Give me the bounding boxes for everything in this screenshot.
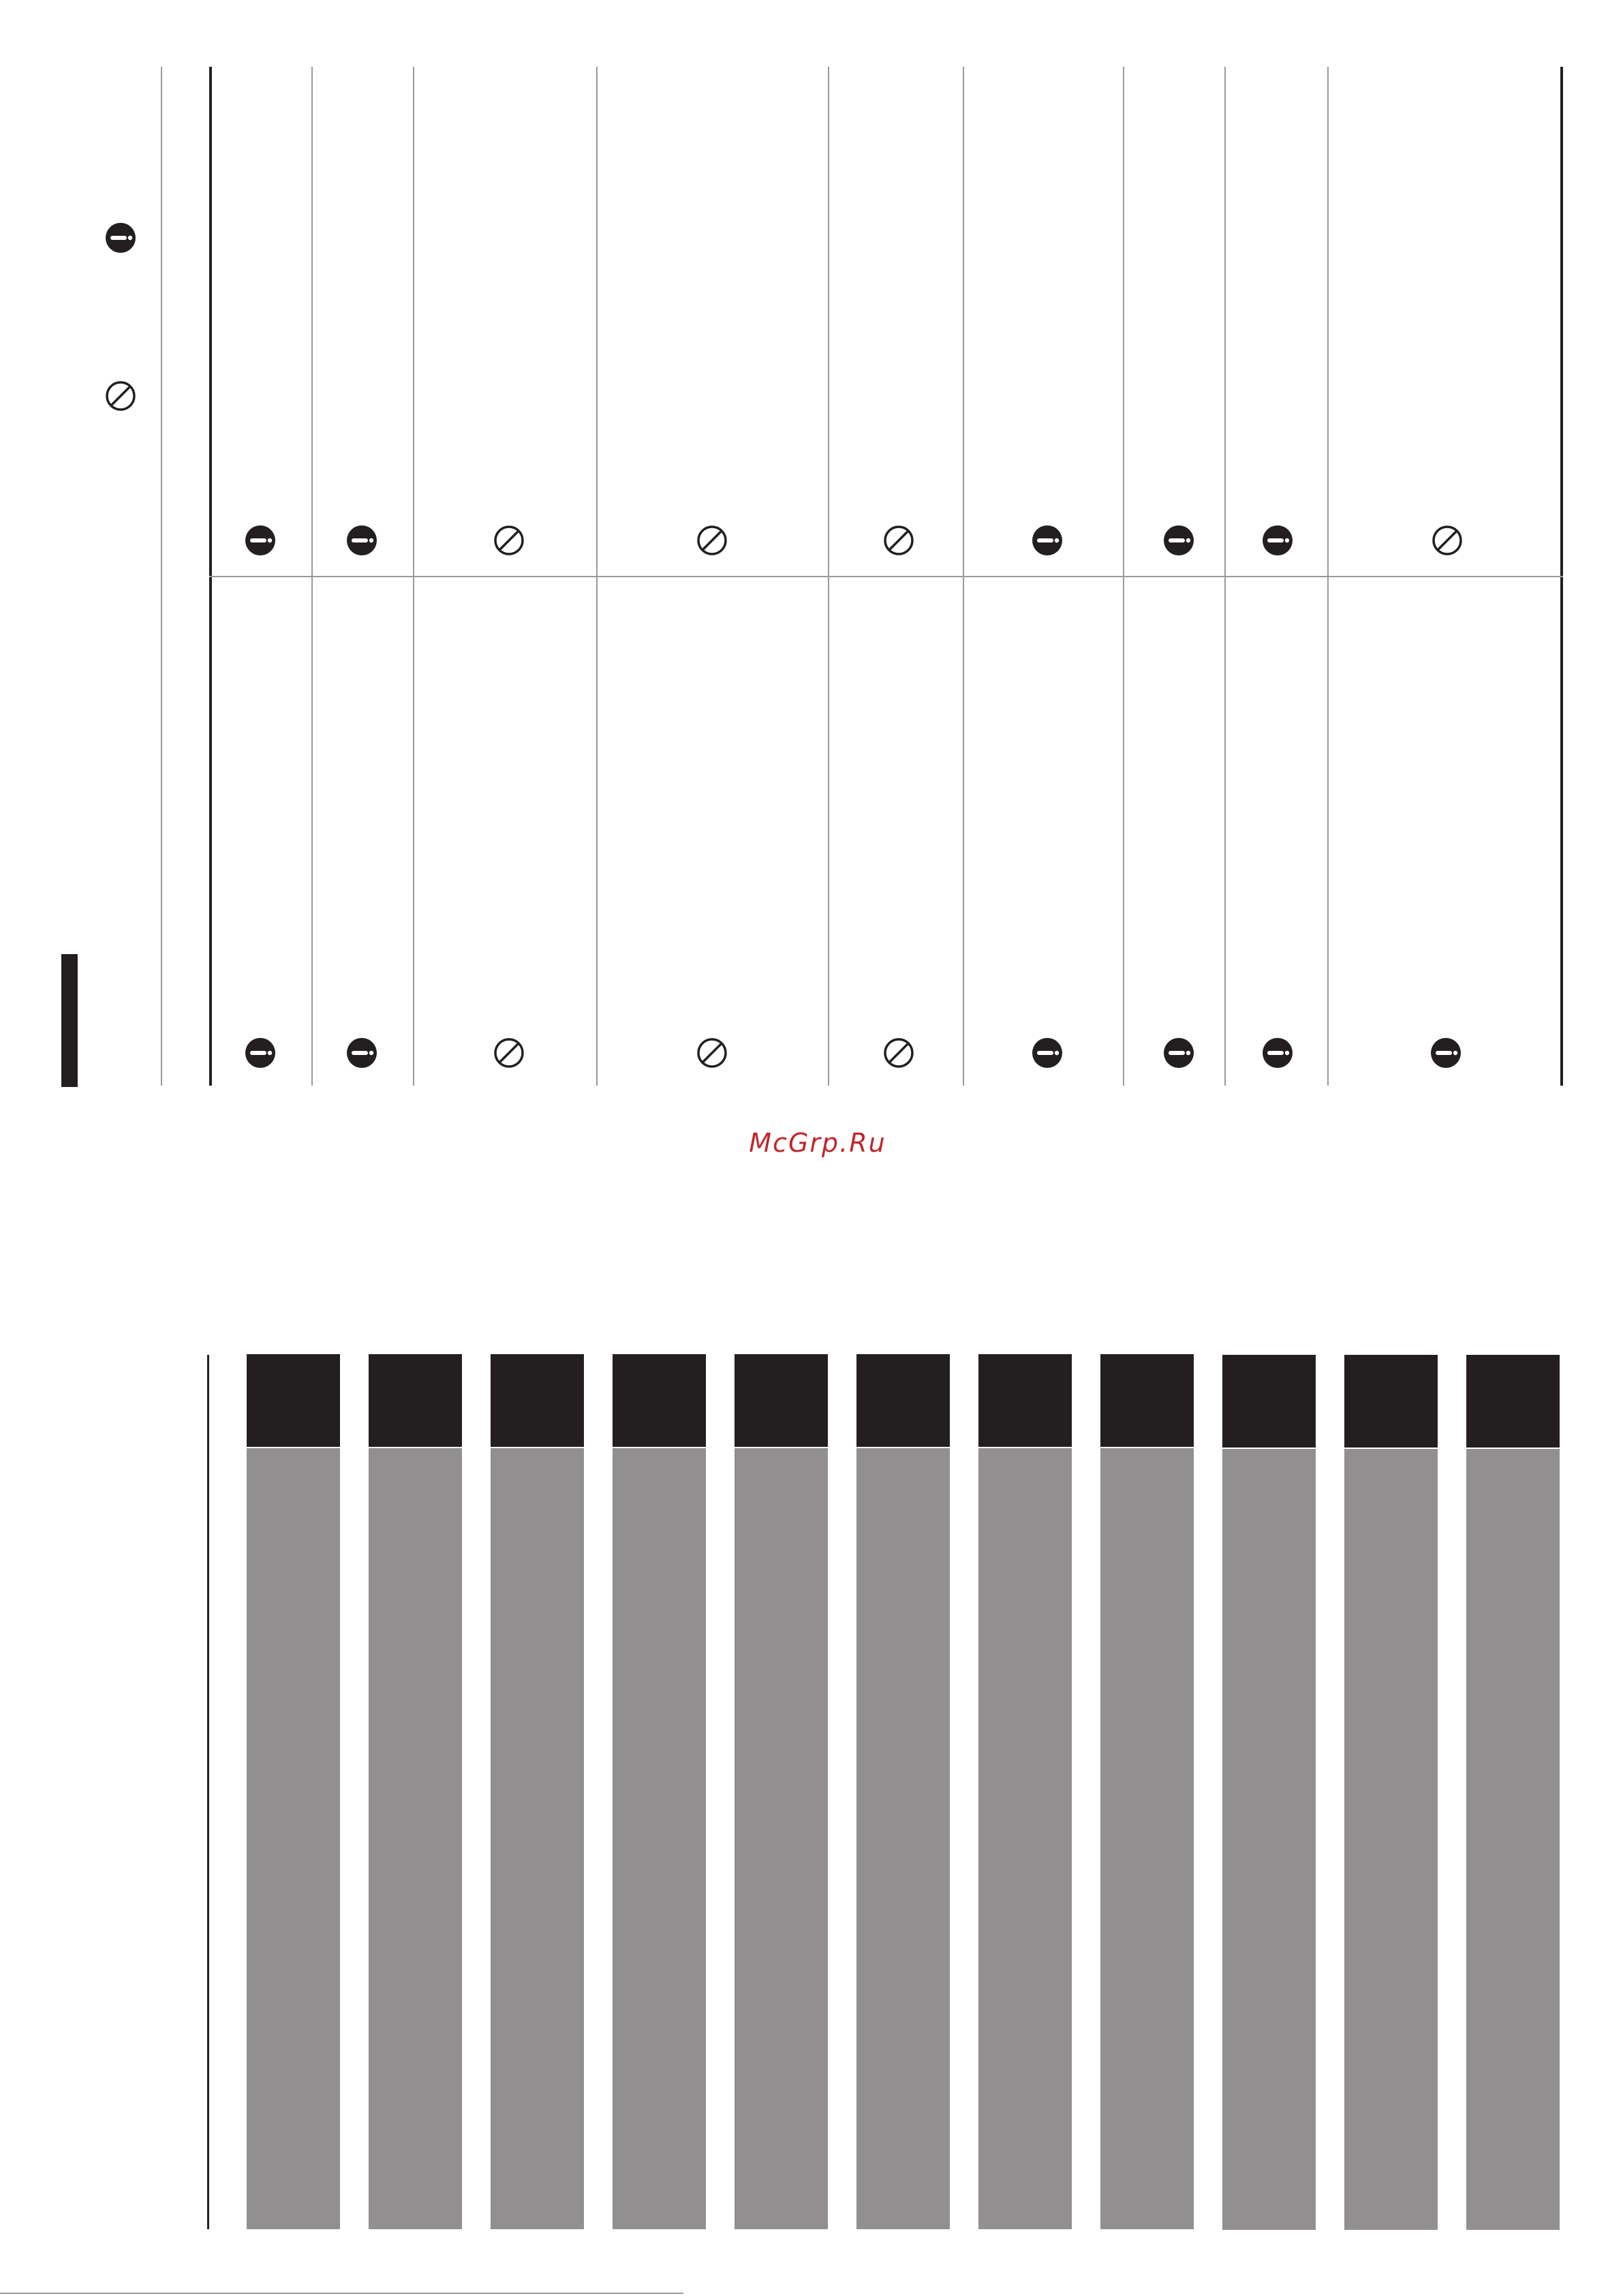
mandatory-icon bbox=[1262, 1037, 1293, 1069]
column-block bbox=[1466, 1355, 1560, 2230]
column-block bbox=[1222, 1355, 1316, 2230]
mandatory-icon bbox=[1262, 525, 1293, 556]
column-block bbox=[1344, 1355, 1438, 2230]
column-block bbox=[491, 1354, 584, 2229]
column-block bbox=[613, 1354, 706, 2229]
column-block-body bbox=[856, 1447, 950, 2229]
column-block-body bbox=[1344, 1448, 1438, 2230]
prohibited-icon bbox=[883, 1037, 914, 1069]
prohibited-icon bbox=[696, 525, 728, 556]
column-block bbox=[735, 1354, 828, 2229]
column-block-body bbox=[1222, 1448, 1316, 2230]
column-block-header bbox=[613, 1354, 706, 1447]
column-block-header bbox=[1344, 1355, 1438, 1448]
column-block-body bbox=[978, 1447, 1072, 2229]
column-block bbox=[856, 1354, 950, 2229]
mandatory-icon bbox=[1032, 1037, 1063, 1069]
column-block-header bbox=[856, 1354, 950, 1447]
prohibited-icon bbox=[883, 525, 914, 556]
mandatory-icon bbox=[1430, 1037, 1462, 1069]
column-block bbox=[978, 1354, 1072, 2229]
column-block-header bbox=[1466, 1355, 1560, 1448]
legend-prohibited-icon bbox=[105, 380, 136, 412]
column-block-header bbox=[369, 1354, 462, 1447]
column-block-header bbox=[978, 1354, 1072, 1447]
mandatory-icon bbox=[1163, 1037, 1194, 1069]
column-block-header bbox=[491, 1354, 584, 1447]
column-block-body bbox=[613, 1447, 706, 2229]
mandatory-icon bbox=[1032, 525, 1063, 556]
column-block bbox=[247, 1354, 340, 2229]
prohibited-icon bbox=[493, 525, 525, 556]
column-block-header bbox=[1222, 1355, 1316, 1448]
prohibited-icon bbox=[493, 1037, 525, 1069]
column-block-header bbox=[1100, 1354, 1194, 1447]
section-tab-marker bbox=[61, 954, 78, 1087]
column-block-body bbox=[369, 1447, 462, 2229]
watermark-text: McGrp.Ru bbox=[749, 1128, 886, 1158]
legend-mandatory-icon bbox=[105, 222, 136, 254]
column-block-body bbox=[1100, 1447, 1194, 2229]
lower-section-border bbox=[207, 1355, 209, 2229]
mandatory-icon bbox=[245, 525, 276, 556]
column-block bbox=[1100, 1354, 1194, 2229]
column-block-header bbox=[247, 1354, 340, 1447]
column-block-body bbox=[491, 1447, 584, 2229]
mandatory-icon bbox=[245, 1037, 276, 1069]
column-block-header bbox=[735, 1354, 828, 1447]
column-block-body bbox=[735, 1447, 828, 2229]
column-block bbox=[369, 1354, 462, 2229]
footer-rule bbox=[0, 2293, 683, 2294]
prohibited-icon bbox=[696, 1037, 728, 1069]
mandatory-icon bbox=[346, 525, 377, 556]
column-block-body bbox=[1466, 1448, 1560, 2230]
mandatory-icon bbox=[346, 1037, 377, 1069]
row-divider bbox=[209, 576, 1563, 577]
margin-rule bbox=[161, 67, 162, 1086]
column-block-body bbox=[247, 1447, 340, 2229]
mandatory-icon bbox=[1163, 525, 1194, 556]
prohibited-icon bbox=[1432, 525, 1463, 556]
